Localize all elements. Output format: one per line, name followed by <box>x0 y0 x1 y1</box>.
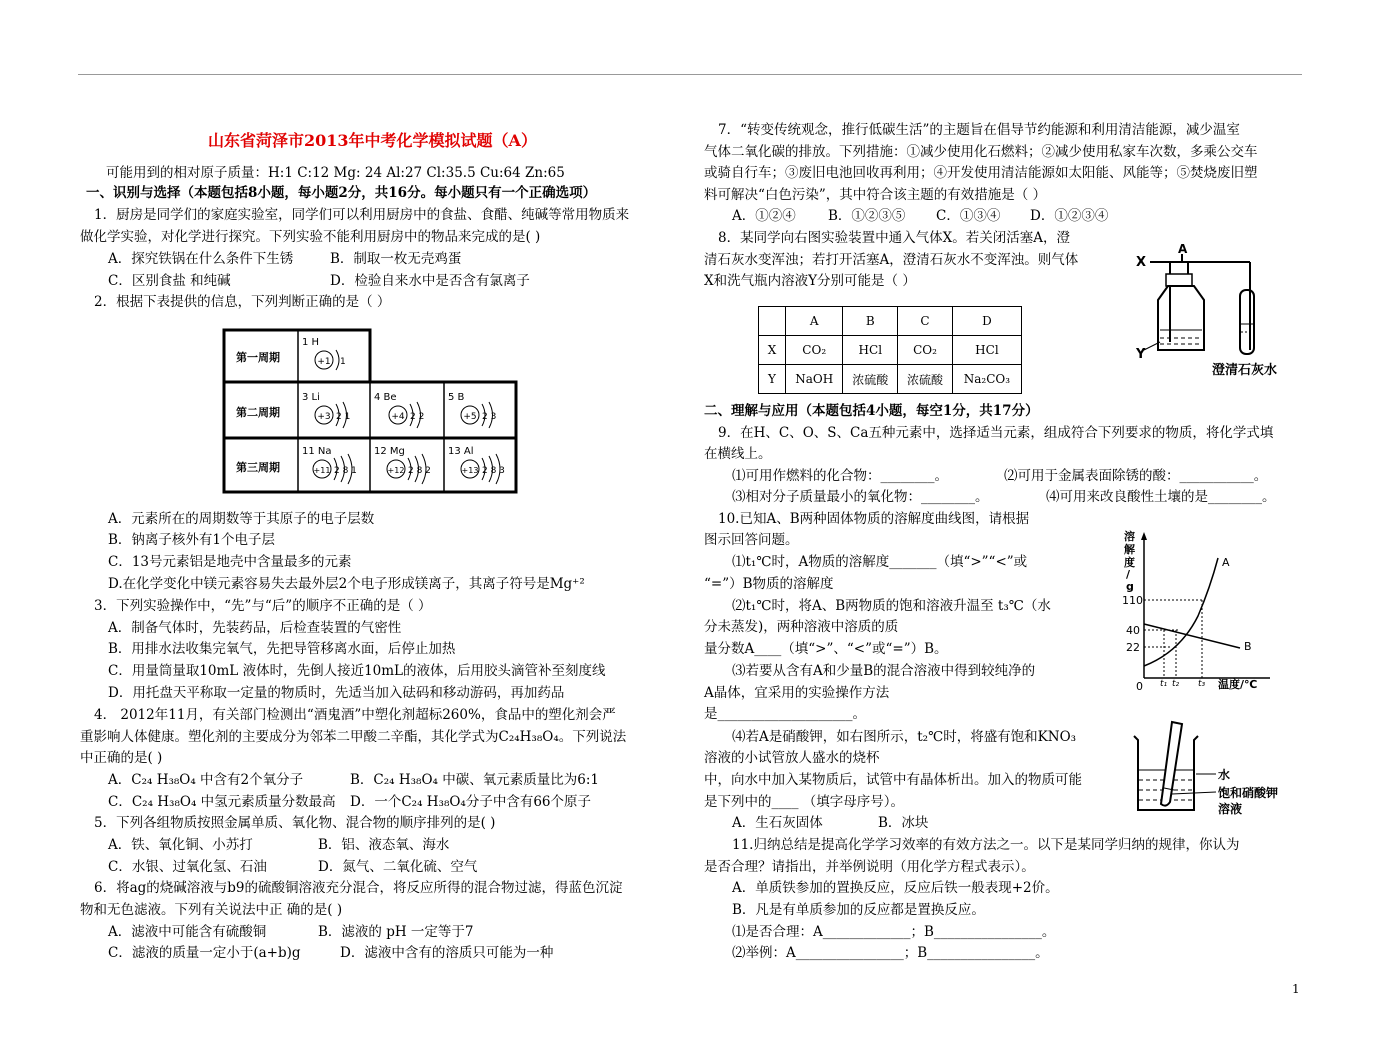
table-cell: D <box>952 307 1021 336</box>
q6-option-a: A．滤液中可能含有硫酸铜 <box>108 924 267 940</box>
q11-rule-b: B．凡是有单质参加的反应都是置换反应。 <box>732 902 985 918</box>
q5-option-d: D．氮气、二氧化硫、空气 <box>318 859 478 875</box>
q10-part-4a: ⑷若A是硝酸钾，如右图所示，t₂℃时，将盛有饱和KNO₃ <box>732 729 1077 745</box>
section-1-heading: 一、识别与选择（本题包括8小题，每小题2分，共16分。每小题只有一个正确选项） <box>86 185 597 201</box>
q7-line-1: 7．“转变传统观念，推行低碳生活”的主题旨在倡导节约能源和利用清洁能源，减少温室 <box>718 122 1240 138</box>
table-cell: NaOH <box>786 365 843 394</box>
q10-option-b: B．冰块 <box>878 815 929 831</box>
q5-option-a: A．铁、氧化铜、小苏打 <box>108 837 253 853</box>
y-axis-label: 溶解度/ g <box>1124 530 1135 593</box>
q10-part-3a: ⑶若要从含有A和少量B的混合溶液中得到较纯净的 <box>732 663 1036 679</box>
nucleus-b: +5 <box>463 412 477 422</box>
q5-option-b: B．铝、液态氧、海水 <box>318 837 450 853</box>
q2-option-d: D.在化学变化中镁元素容易失去最外层2个电子形成镁离子，其离子符号是Mg⁺² <box>108 576 585 592</box>
q4-line-1: 4． 2012年11月，有关部门检测出“酒鬼酒”中塑化剂超标260%，食品中的塑化剂会严 <box>94 707 616 723</box>
q10-part-3c: 是____________________。 <box>704 706 866 722</box>
q4-option-c: C．C₂₄ H₃₈O₄ 中氢元素质量分数最高 <box>108 794 336 810</box>
cell-label-be: 4 Be <box>374 392 397 403</box>
page-number: 1 <box>1292 982 1300 996</box>
valve-a-label: A <box>1178 242 1188 256</box>
cell-label-li: 3 Li <box>302 392 320 403</box>
solution-label-2: 溶液 <box>1218 802 1243 816</box>
q2-option-b: B．钠离子核外有1个电子层 <box>108 532 276 548</box>
curve-b-label: B <box>1244 640 1252 653</box>
table-cell: 浓硫酸 <box>843 365 898 394</box>
q6-option-d: D．滤液中含有的溶质只可能为一种 <box>340 945 554 961</box>
nucleus-li: +3 <box>317 412 331 422</box>
q1-option-c: C．区别食盐 和纯碱 <box>108 273 231 289</box>
q5-option-c: C．水银、过氧化氢、石油 <box>108 859 267 875</box>
table-cell: C <box>898 307 953 336</box>
q9-item-4: ⑷可用来改良酸性土壤的是________。 <box>1046 489 1276 505</box>
cell-label-al: 13 Al <box>448 446 474 457</box>
beaker-figure <box>1128 718 1300 818</box>
nucleus-al: +13 <box>461 466 479 475</box>
cell-label-h: 1 H <box>302 337 320 348</box>
q9-item-3: ⑶相对分子质量最小的氧化物：________。 <box>732 489 989 505</box>
y-tick-0: 0 <box>1136 680 1143 692</box>
q10-part-3b: A晶体，宜采用的实验操作方法 <box>704 685 890 701</box>
q9-line-1: 9．在H、C、O、S、Ca五种元素中，选择适当元素，组成符合下列要求的物质，将化学式填 <box>718 425 1274 441</box>
q10-part-2a: ⑵t₁℃时，将A、B两物质的饱和溶液升温至 t₃℃（水 <box>732 598 1051 614</box>
q10-part-4b: 溶液的小试管放人盛水的烧杯 <box>704 750 880 766</box>
q11-line-1: 11.归纳总结是提高化学学习效率的有效方法之一。以下是某同学归纳的规律，你认为 <box>732 837 1240 853</box>
x-tick-t2: t₂ <box>1172 679 1180 689</box>
q3-option-b: B．用排水法收集完氧气，先把导管移离水面，后停止加热 <box>108 641 456 657</box>
atomic-masses: 可能用到的相对原子质量：H:1 C:12 Mg: 24 Al:27 Cl:35.5 Cu:64 Zn:65 <box>106 165 565 181</box>
q1-line-1: 1．厨房是同学们的家庭实验室，同学们可以利用厨房中的食盐、食醋、纯碱等常用物质来 <box>94 207 630 223</box>
q3-stem: 3．下列实验操作中，“先”与“后”的顺序不正确的是（ ） <box>94 598 432 614</box>
q3-option-d: D．用托盘天平称取一定量的物质时，先适当加入砝码和移动游码，再加药品 <box>108 685 565 701</box>
nucleus-h: +1 <box>317 357 331 367</box>
table-cell: B <box>843 307 898 336</box>
q8-options-table <box>758 306 1022 394</box>
q7-line-3: 或骑自行车；③废旧电池回收再利用；④开发使用清洁能源如太阳能、风能等；⑤焚烧废旧塑 <box>704 165 1258 181</box>
x-tick-t1: t₁ <box>1160 679 1168 689</box>
q7-option-d: D．①②③④ <box>1030 208 1109 224</box>
q3-option-c: C．用量筒量取10mL 液体时，先倒人接近10mL的液体，后用胶头滴管补至刻度线 <box>108 663 606 679</box>
q10-part-2b: 分未蒸发)，两种溶液中溶质的质 <box>704 619 899 635</box>
q1-option-b: B．制取一枚无壳鸡蛋 <box>330 251 462 267</box>
table-cell: HCl <box>952 336 1021 365</box>
q1-line-2: 做化学实验，对化学进行探究。下列实验不能利用厨房中的物品来完成的是( ) <box>80 229 541 245</box>
x-axis-label: 温度/℃ <box>1218 678 1258 691</box>
q10-part-2c: 量分数A____（填“>”、“<”或“=”）B。 <box>704 641 948 657</box>
table-cell: HCl <box>843 336 898 365</box>
q2-option-a: A．元素所在的周期数等于其原子的电子层数 <box>108 511 375 527</box>
q9-item-1: ⑴可用作燃料的化合物：________。 <box>732 468 948 484</box>
q6-line-2: 物和无色滤液。下列有关说法中正 确的是( ) <box>80 902 343 918</box>
section-2-heading: 二、理解与应用（本题包括4小题，每空1分，共17分） <box>704 403 1039 419</box>
q6-option-c: C．滤液的质量一定小于(a+b)g <box>108 945 301 961</box>
y-tick-22: 22 <box>1126 641 1140 654</box>
curve-a-label: A <box>1222 556 1230 569</box>
q7-option-c: C．①③④ <box>936 208 1001 224</box>
q3-option-a: A．制备气体时，先装药品，后检查装置的气密性 <box>108 620 402 636</box>
shells-h: 1 <box>340 357 346 367</box>
q11-line-2: 是否合理？请指出，并举例说明（用化学方程式表示）。 <box>704 859 1035 875</box>
shells-b: 2 3 <box>482 412 497 422</box>
q5-stem: 5．下列各组物质按照金属单质、氧化物、混合物的顺序排列的是( ) <box>94 815 496 831</box>
shells-be: 2 2 <box>410 412 425 422</box>
q10-part-1b: “=”）B物质的溶解度 <box>704 576 834 592</box>
row-label-period-1: 第一周期 <box>236 351 280 364</box>
row-label-period-2: 第二周期 <box>236 406 280 419</box>
gas-x-label: X <box>1136 255 1147 270</box>
q7-option-a: A．①②④ <box>732 208 796 224</box>
q11-part-1: ⑴是否合理：A_____________；B________________。 <box>732 924 1056 940</box>
q4-option-d: D．一个C₂₄ H₃₈O₄分子中含有66个原子 <box>350 794 592 810</box>
shells-al: 2 8 3 <box>482 466 505 476</box>
q10-part-4d: 是下列中的____ （填字母序号）。 <box>704 794 905 810</box>
q7-option-b: B．①②③⑤ <box>828 208 906 224</box>
q4-option-a: A．C₂₄ H₃₈O₄ 中含有2个氧分子 <box>108 772 304 788</box>
q6-line-1: 6．将ag的烧碱溶液与b9的硫酸铜溶液充分混合，将反应所得的混合物过滤，得蓝色沉淀 <box>94 880 623 896</box>
apparatus-figure <box>1130 238 1300 384</box>
nucleus-be: +4 <box>391 412 405 422</box>
row-label-period-3: 第三周期 <box>236 461 280 474</box>
q10-line-2: 图示回答问题。 <box>704 532 799 548</box>
cell-label-b: 5 B <box>448 392 465 403</box>
limewater-label: 澄清石灰水 <box>1212 363 1278 378</box>
q6-option-b: B．滤液的 pH 一定等于7 <box>318 924 474 940</box>
shells-li: 2 1 <box>336 412 351 422</box>
table-cell: 浓硫酸 <box>898 365 953 394</box>
nucleus-mg: +12 <box>387 466 405 475</box>
table-cell: Na₂CO₃ <box>952 365 1021 394</box>
periodic-table-figure <box>222 328 518 494</box>
solution-y-label: Y <box>1136 347 1146 362</box>
table-row <box>759 365 1022 394</box>
q9-line-2: 在横线上。 <box>704 446 772 462</box>
shells-na: 2 8 1 <box>334 466 357 476</box>
q1-option-a: A．探究铁锅在什么条件下生锈 <box>108 251 294 267</box>
q10-line-1: 10.已知A、B两种固体物质的溶解度曲线图，请根据 <box>718 511 1030 527</box>
q1-option-d: D．检验自来水中是否含有氯离子 <box>330 273 530 289</box>
q4-line-3: 中正确的是( ) <box>80 750 163 766</box>
q10-part-4c: 中，向水中加入某物质后，试管中有晶体析出。加入的物质可能 <box>704 772 1082 788</box>
q2-stem: 2．根据下表提供的信息，下列判断正确的是（ ） <box>94 294 391 310</box>
table-row <box>759 336 1022 365</box>
curve-a <box>1144 558 1218 666</box>
x-tick-t3: t₃ <box>1198 679 1206 689</box>
q4-option-b: B．C₂₄ H₃₈O₄ 中碳、氧元素质量比为6:1 <box>350 772 599 788</box>
q2-option-c: C．13号元素铝是地壳中含量最多的元素 <box>108 554 352 570</box>
q11-rule-a: A．单质铁参加的置换反应，反应后铁一般表现+2价。 <box>732 880 1059 896</box>
q11-part-2: ⑵举例：A________________；B________________。 <box>732 945 1049 961</box>
solubility-curve-figure <box>1120 528 1280 692</box>
table-cell: A <box>786 307 843 336</box>
header-rule <box>78 74 1302 75</box>
table-cell: CO₂ <box>786 336 843 365</box>
solution-label-1: 饱和硝酸钾 <box>1218 786 1279 800</box>
table-cell: X <box>759 336 786 365</box>
q10-part-1a: ⑴t₁℃时，A物质的溶解度_______（填“>”“<”或 <box>732 554 1028 570</box>
shells-mg: 2 8 2 <box>408 466 431 476</box>
table-cell <box>759 307 786 336</box>
q9-item-2: ⑵可用于金属表面除锈的酸：___________。 <box>1004 468 1268 484</box>
q10-option-a: A．生石灰固体 <box>732 815 823 831</box>
water-label: 水 <box>1218 768 1231 782</box>
table-row <box>759 307 1022 336</box>
nucleus-na: +11 <box>313 466 331 475</box>
y-tick-40: 40 <box>1126 624 1140 637</box>
page-title: 山东省菏泽市2013年中考化学模拟试题（A） <box>208 131 537 150</box>
q7-line-4: 料可解决“白色污染”，其中符合该主题的有效措施是（ ） <box>704 187 1047 203</box>
q8-line-1: 8．某同学向右图实验装置中通入气体X。若关闭活塞A，澄 <box>718 230 1070 246</box>
q4-line-2: 重影响人体健康。塑化剂的主要成分为邻苯二甲酸二辛酯，其化学式为C₂₄H₃₈O₄。下列说法 <box>80 729 627 745</box>
table-cell: CO₂ <box>898 336 953 365</box>
y-tick-110: 110 <box>1122 594 1143 607</box>
q8-line-3: X和洗气瓶内溶液Y分别可能是（ ） <box>704 273 916 289</box>
q8-line-2: 清石灰水变浑浊；若打开活塞A，澄清石灰水不变浑浊。则气体 <box>704 252 1079 268</box>
cell-label-mg: 12 Mg <box>374 446 405 457</box>
cell-label-na: 11 Na <box>302 446 332 457</box>
q7-line-2: 气体二氧化碳的排放。下列措施：①减少使用化石燃料；②减少使用私家车次数，多乘公交车 <box>704 144 1258 160</box>
table-cell: Y <box>759 365 786 394</box>
